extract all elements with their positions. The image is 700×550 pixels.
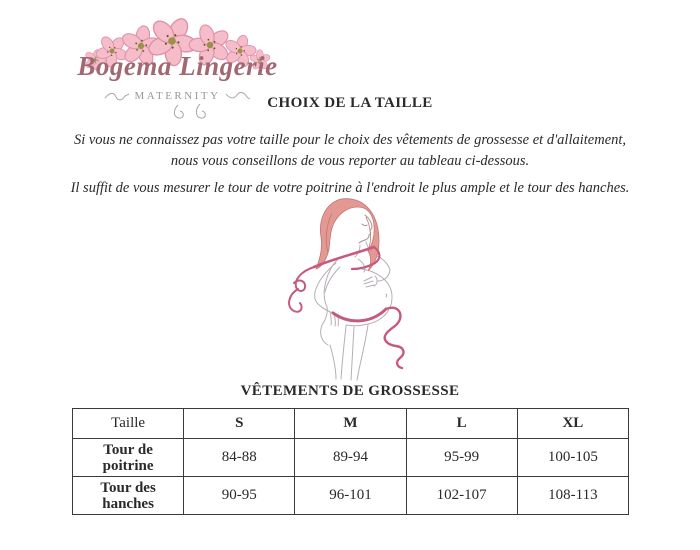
pregnant-woman-illustration bbox=[278, 193, 430, 381]
row-label-cell: Tour des hanches bbox=[73, 477, 184, 515]
table-row-hanches bbox=[73, 477, 629, 515]
brand-name: Bogema Lingerie bbox=[77, 51, 278, 81]
value-cell: 95-99 bbox=[406, 439, 517, 477]
size-table-header-row bbox=[73, 409, 629, 439]
header-cell-xl: XL bbox=[517, 409, 628, 439]
size-table bbox=[72, 408, 629, 515]
value-cell: 108-113 bbox=[517, 477, 628, 515]
size-section-title: VÊTEMENTS DE GROSSESSE bbox=[240, 383, 460, 399]
header-cell-l: L bbox=[406, 409, 517, 439]
value-cell: 89-94 bbox=[295, 439, 406, 477]
brand-subtitle: MATERNITY bbox=[134, 90, 221, 102]
value-cell: 90-95 bbox=[184, 477, 295, 515]
pregnant-woman-sketch-icon bbox=[278, 193, 430, 381]
header-cell-m: M bbox=[295, 409, 406, 439]
intro-line-1: Si vous ne connaissez pas votre taille pour le choix des vêtements de grossesse et d'allaitement, bbox=[73, 132, 627, 148]
header-cell-taille: Taille bbox=[73, 409, 184, 439]
intro-paragraph bbox=[0, 130, 700, 172]
measure-note: Il suffit de vous mesurer le tour de votre poitrine à l'endroit le plus ample et le tour des hanches. bbox=[70, 180, 630, 196]
value-cell: 102-107 bbox=[406, 477, 517, 515]
value-cell: 84-88 bbox=[184, 439, 295, 477]
value-cell: 96-101 bbox=[295, 477, 406, 515]
page-title: CHOIX DE LA TAILLE bbox=[267, 95, 433, 111]
row-label-cell: Tour de poitrine bbox=[73, 439, 184, 477]
table-row-poitrine bbox=[73, 439, 629, 477]
value-cell: 100-105 bbox=[517, 439, 628, 477]
header-cell-s: S bbox=[184, 409, 295, 439]
intro-line-2: nous vous conseillons de vous reporter au tableau ci-dessous. bbox=[170, 153, 530, 169]
